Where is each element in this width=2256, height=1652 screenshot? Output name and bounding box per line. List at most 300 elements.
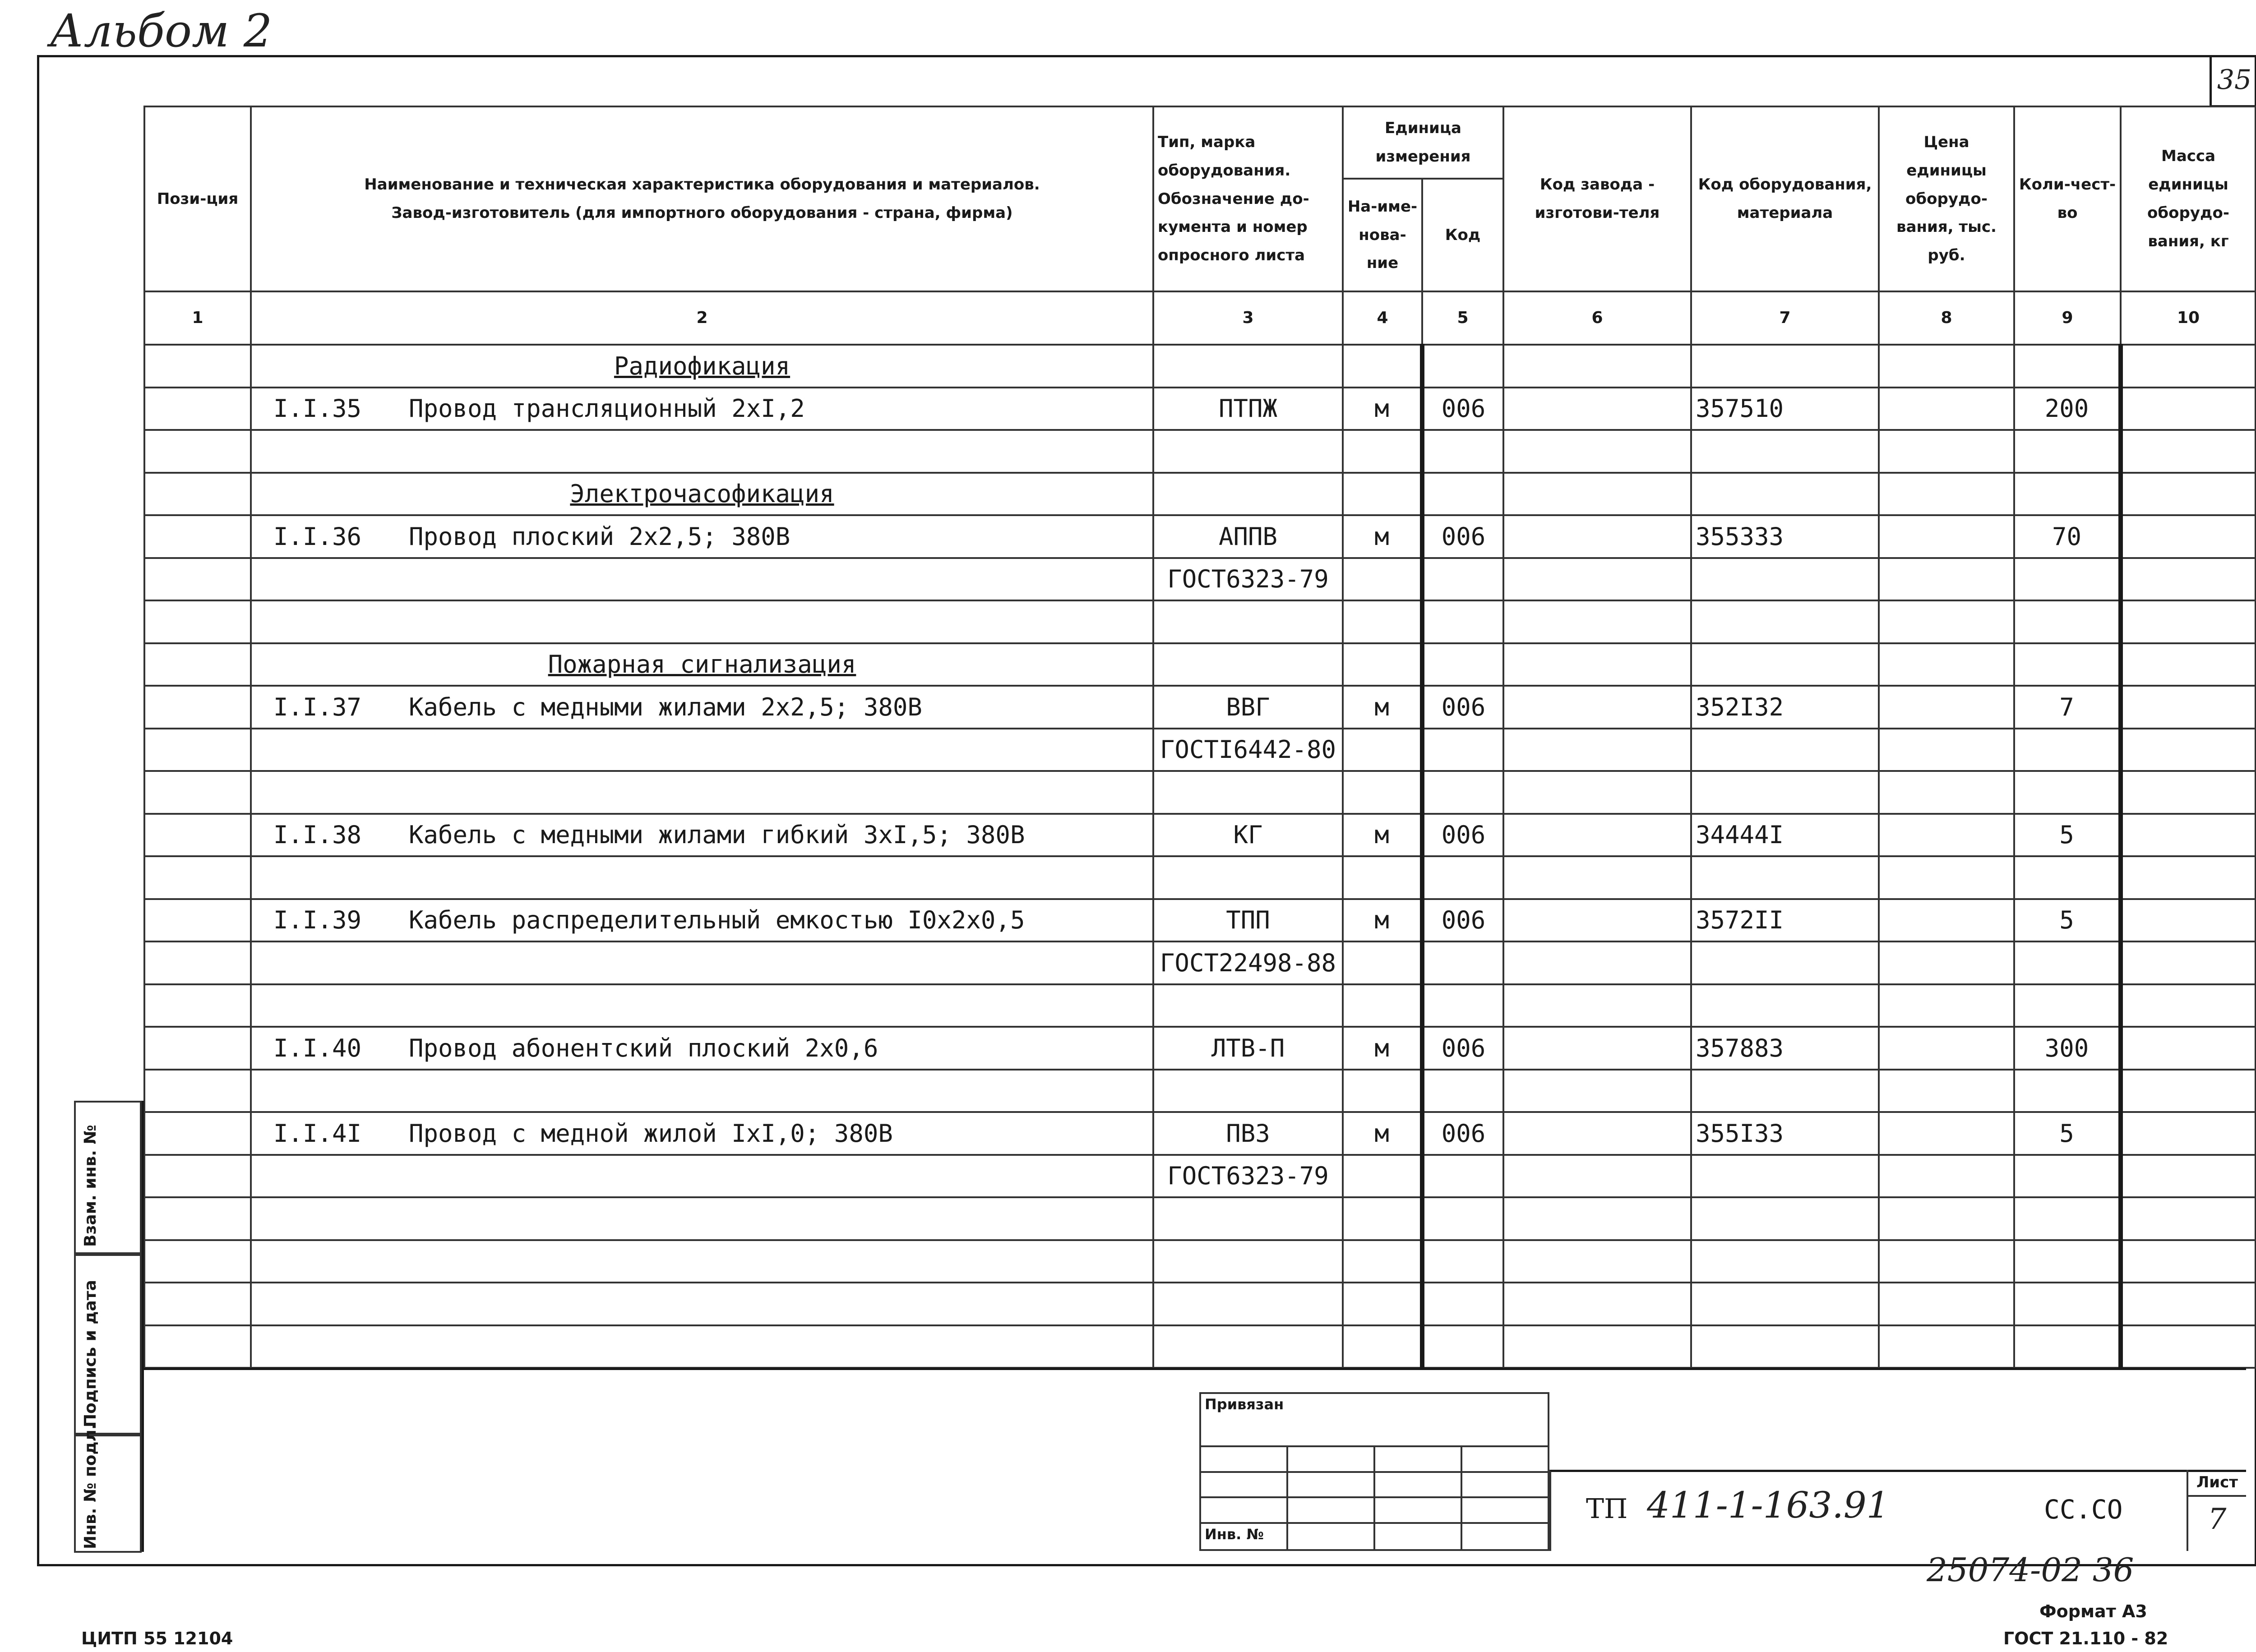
cell-unit xyxy=(1343,600,1422,643)
item-name: Провод плоский 2х2,5; 380В xyxy=(409,522,791,551)
cell-position xyxy=(144,515,251,558)
cell-unit xyxy=(1343,430,1422,473)
item-position: I.I.37 xyxy=(273,692,362,721)
cell-mass xyxy=(2121,1197,2256,1240)
cell-name xyxy=(251,1240,1153,1283)
cell-type xyxy=(1153,1240,1343,1283)
stamp-privyazan: Привязан xyxy=(1200,1393,1549,1446)
cell-position xyxy=(144,1283,251,1325)
table-row xyxy=(144,941,2256,984)
cell-name xyxy=(251,686,1153,729)
cell-plant-code xyxy=(1503,558,1691,601)
cell-position xyxy=(144,430,251,473)
cell-unit xyxy=(1343,984,1422,1027)
header-name xyxy=(251,106,1153,291)
table-row xyxy=(144,771,2256,814)
cell-position xyxy=(144,1325,251,1368)
cell-position xyxy=(144,941,251,984)
cell-plant-code xyxy=(1503,1070,1691,1112)
cell-type: АППВ xyxy=(1153,515,1343,558)
cell-type: ГОСТ6323-79 xyxy=(1153,558,1343,601)
cell-quantity xyxy=(2014,729,2121,771)
cell-unit-code xyxy=(1422,941,1503,984)
cell-unit: м xyxy=(1343,899,1422,942)
bottom-band-line xyxy=(143,1368,2246,1370)
cell-plant-code xyxy=(1503,814,1691,857)
cell-material-code xyxy=(1691,473,1879,516)
colnum: 5 xyxy=(1422,291,1503,345)
cell-type: ЛТВ-П xyxy=(1153,1027,1343,1070)
cell-position xyxy=(144,899,251,942)
cell-name xyxy=(251,600,1153,643)
cell-position xyxy=(144,600,251,643)
cell-type: ТПП xyxy=(1153,899,1343,942)
cell-type: ПВ3 xyxy=(1153,1112,1343,1155)
cell-position xyxy=(144,558,251,601)
colnum: 1 xyxy=(144,291,251,345)
cell-mass xyxy=(2121,1155,2256,1198)
cell-mass xyxy=(2121,729,2256,771)
cell-plant-code xyxy=(1503,345,1691,388)
cell-plant-code xyxy=(1503,388,1691,430)
cell-quantity xyxy=(2014,643,2121,686)
cell-unit-price xyxy=(1879,1155,2014,1198)
cell-material-code xyxy=(1691,984,1879,1027)
header-unit-code: Код xyxy=(1422,179,1503,291)
cell-quantity xyxy=(2014,941,2121,984)
cell-unit-price xyxy=(1879,388,2014,430)
cell-material-code xyxy=(1691,1155,1879,1198)
cell-mass xyxy=(2121,1027,2256,1070)
item-name: Провод трансляционный 2хI,2 xyxy=(409,394,805,423)
cell-material-code: 34444I xyxy=(1691,814,1879,857)
cell-unit-code xyxy=(1422,1283,1503,1325)
cell-unit-price xyxy=(1879,941,2014,984)
cell-mass xyxy=(2121,473,2256,516)
column-numbers-row xyxy=(144,291,2256,345)
cell-type xyxy=(1153,771,1343,814)
cell-unit-price xyxy=(1879,430,2014,473)
album-note: Альбом 2 xyxy=(50,5,273,57)
cell-unit-price xyxy=(1879,814,2014,857)
cell-position xyxy=(144,1112,251,1155)
cell-unit-code: 006 xyxy=(1422,686,1503,729)
cell-unit xyxy=(1343,1325,1422,1368)
cell-position xyxy=(144,1027,251,1070)
cell-name xyxy=(251,856,1153,899)
cell-plant-code xyxy=(1503,600,1691,643)
cell-position xyxy=(144,643,251,686)
cell-name xyxy=(251,1283,1153,1325)
cell-mass xyxy=(2121,388,2256,430)
cell-quantity xyxy=(2014,771,2121,814)
cell-type: КГ xyxy=(1153,814,1343,857)
cell-plant-code xyxy=(1503,984,1691,1027)
cell-unit-code xyxy=(1422,1070,1503,1112)
cell-material-code xyxy=(1691,941,1879,984)
cell-unit-code: 006 xyxy=(1422,899,1503,942)
cell-plant-code xyxy=(1503,1155,1691,1198)
cell-quantity: 70 xyxy=(2014,515,2121,558)
cell-mass xyxy=(2121,1112,2256,1155)
cell-unit-price xyxy=(1879,1070,2014,1112)
cell-type xyxy=(1153,473,1343,516)
cell-unit-code xyxy=(1422,345,1503,388)
cell-unit-code xyxy=(1422,771,1503,814)
cell-quantity xyxy=(2014,1240,2121,1283)
cell-unit-code xyxy=(1422,430,1503,473)
cell-unit-price xyxy=(1879,515,2014,558)
cell-plant-code xyxy=(1503,643,1691,686)
cell-material-code xyxy=(1691,643,1879,686)
cell-position xyxy=(144,686,251,729)
cell-quantity xyxy=(2014,558,2121,601)
table-row xyxy=(144,1070,2256,1112)
cell-position xyxy=(144,771,251,814)
cell-name xyxy=(251,984,1153,1027)
cell-plant-code xyxy=(1503,941,1691,984)
cell-name xyxy=(251,1155,1153,1198)
cell-unit: м xyxy=(1343,515,1422,558)
cell-quantity xyxy=(2014,1325,2121,1368)
cell-unit xyxy=(1343,473,1422,516)
cell-mass xyxy=(2121,1070,2256,1112)
item-position: I.I.36 xyxy=(273,522,362,551)
header-name-line2: Завод-изготовитель (для импортного оборудования - страна, фирма) xyxy=(391,204,1013,222)
cell-position xyxy=(144,1240,251,1283)
cell-material-code: 355I33 xyxy=(1691,1112,1879,1155)
cell-mass xyxy=(2121,771,2256,814)
cell-material-code xyxy=(1691,1197,1879,1240)
cell-unit-price xyxy=(1879,600,2014,643)
cell-type: ГОСТ6323-79 xyxy=(1153,1155,1343,1198)
stamp-inv-no: Инв. № xyxy=(1200,1523,1287,1550)
item-name: Провод с медной жилой IхI,0; 380В xyxy=(409,1119,893,1148)
cell-material-code xyxy=(1691,345,1879,388)
sheet-label: Лист xyxy=(2188,1470,2246,1497)
footer-right: ГОСТ 21.110 - 82 xyxy=(2003,1629,2168,1648)
cell-unit-code xyxy=(1422,1325,1503,1368)
item-row xyxy=(144,686,2256,729)
table-row xyxy=(144,558,2256,601)
cell-material-code xyxy=(1691,1283,1879,1325)
cell-name: Пожарная сигнализация xyxy=(251,643,1153,686)
cell-unit-price xyxy=(1879,345,2014,388)
item-row xyxy=(144,814,2256,857)
cell-unit-code xyxy=(1422,558,1503,601)
cell-unit-code xyxy=(1422,729,1503,771)
cell-type: ВВГ xyxy=(1153,686,1343,729)
cell-unit-price xyxy=(1879,1027,2014,1070)
cell-plant-code xyxy=(1503,1027,1691,1070)
cell-plant-code xyxy=(1503,729,1691,771)
item-row xyxy=(144,388,2256,430)
header-unit-name: На-име-нова-ние xyxy=(1343,179,1422,291)
cell-mass xyxy=(2121,643,2256,686)
cell-material-code: 355333 xyxy=(1691,515,1879,558)
cell-quantity xyxy=(2014,430,2121,473)
cell-mass xyxy=(2121,1325,2256,1368)
cell-unit-code: 006 xyxy=(1422,1027,1503,1070)
cell-unit-price xyxy=(1879,1197,2014,1240)
cell-plant-code xyxy=(1503,473,1691,516)
cell-unit xyxy=(1343,643,1422,686)
header-type: Тип, марка оборудования. Обозначение до-кумента и номер опросного листа xyxy=(1153,106,1343,291)
side-label-vzam: Взам. инв. № xyxy=(81,1125,100,1247)
item-position: I.I.39 xyxy=(273,906,362,935)
cell-name xyxy=(251,1197,1153,1240)
sheet-cell xyxy=(2187,1470,2246,1551)
cell-material-code xyxy=(1691,1070,1879,1112)
archive-number: 25074-02 36 xyxy=(1927,1551,2134,1589)
table-row xyxy=(144,856,2256,899)
cell-plant-code xyxy=(1503,1325,1691,1368)
cell-type xyxy=(1153,856,1343,899)
item-row xyxy=(144,899,2256,942)
side-block-inv-podl xyxy=(74,1423,142,1553)
cell-plant-code xyxy=(1503,1197,1691,1240)
cell-mass xyxy=(2121,1240,2256,1283)
cell-type xyxy=(1153,643,1343,686)
cell-mass xyxy=(2121,600,2256,643)
cell-material-code xyxy=(1691,856,1879,899)
cell-mass xyxy=(2121,899,2256,942)
title-prefix: ТП xyxy=(1586,1493,1628,1525)
cell-position xyxy=(144,473,251,516)
cell-mass xyxy=(2121,856,2256,899)
table-row xyxy=(144,1155,2256,1198)
cell-unit-code xyxy=(1422,473,1503,516)
cell-unit-price xyxy=(1879,1325,2014,1368)
cell-unit xyxy=(1343,856,1422,899)
bottom-left-divider xyxy=(142,1101,144,1552)
header-unit-price: Цена единицы оборудо-вания, тыс. руб. xyxy=(1879,106,2014,291)
project-code: 411-1-163.91 xyxy=(1647,1484,1890,1526)
cell-mass xyxy=(2121,984,2256,1027)
cell-unit: м xyxy=(1343,686,1422,729)
cell-position xyxy=(144,814,251,857)
cell-plant-code xyxy=(1503,1283,1691,1325)
specification-table xyxy=(143,106,2256,1369)
item-row xyxy=(144,1027,2256,1070)
cell-quantity xyxy=(2014,1283,2121,1325)
cell-unit-price xyxy=(1879,1240,2014,1283)
sheet-page-number: 35 xyxy=(2210,55,2256,107)
item-row xyxy=(144,1112,2256,1155)
cell-name xyxy=(251,729,1153,771)
cell-name xyxy=(251,430,1153,473)
header-mass: Масса единицы оборудо-вания, кг xyxy=(2121,106,2256,291)
table-row xyxy=(144,729,2256,771)
header-plant-code: Код завода - изготови-теля xyxy=(1503,106,1691,291)
cell-unit-code xyxy=(1422,643,1503,686)
sheet-number: 7 xyxy=(2208,1503,2227,1536)
cell-unit-code: 006 xyxy=(1422,1112,1503,1155)
cell-type xyxy=(1153,345,1343,388)
cell-quantity xyxy=(2014,856,2121,899)
cell-name: Электрочасофикация xyxy=(251,473,1153,516)
item-row xyxy=(144,515,2256,558)
cell-quantity xyxy=(2014,473,2121,516)
cell-unit: м xyxy=(1343,388,1422,430)
colnum: 4 xyxy=(1343,291,1422,345)
cell-unit: м xyxy=(1343,814,1422,857)
cell-material-code xyxy=(1691,1325,1879,1368)
cell-quantity xyxy=(2014,984,2121,1027)
header-quantity: Коли-чест-во xyxy=(2014,106,2121,291)
cell-position xyxy=(144,856,251,899)
cell-name xyxy=(251,899,1153,942)
header-material-code: Код оборудования, материала xyxy=(1691,106,1879,291)
cell-mass xyxy=(2121,558,2256,601)
cell-quantity: 5 xyxy=(2014,1112,2121,1155)
cell-unit-code xyxy=(1422,856,1503,899)
side-label-inv-podl: Инв. № подл. xyxy=(81,1423,100,1549)
cell-unit-price xyxy=(1879,729,2014,771)
cell-plant-code xyxy=(1503,1112,1691,1155)
cell-unit-price xyxy=(1879,856,2014,899)
cell-unit-price xyxy=(1879,899,2014,942)
cell-unit-price xyxy=(1879,473,2014,516)
cell-unit xyxy=(1343,345,1422,388)
cell-type: ГОСТI6442-80 xyxy=(1153,729,1343,771)
header-unit: Единица измерения xyxy=(1343,106,1503,179)
cell-plant-code xyxy=(1503,686,1691,729)
cell-position xyxy=(144,388,251,430)
cell-material-code xyxy=(1691,1240,1879,1283)
cell-type xyxy=(1153,984,1343,1027)
cell-material-code xyxy=(1691,558,1879,601)
cell-plant-code xyxy=(1503,515,1691,558)
footer-left: ЦИТП 55 12104 xyxy=(81,1629,233,1648)
cell-unit-code: 006 xyxy=(1422,388,1503,430)
item-position: I.I.35 xyxy=(273,394,362,423)
cell-material-code: 357510 xyxy=(1691,388,1879,430)
cell-type xyxy=(1153,1197,1343,1240)
cell-mass xyxy=(2121,515,2256,558)
colnum: 9 xyxy=(2014,291,2121,345)
colnum: 7 xyxy=(1691,291,1879,345)
side-label-podpis: Подпись и дата xyxy=(81,1280,100,1427)
side-block-vzam xyxy=(74,1101,142,1254)
cell-quantity xyxy=(2014,345,2121,388)
cell-type xyxy=(1153,1070,1343,1112)
item-position: I.I.40 xyxy=(273,1034,362,1062)
cell-type: ПТПЖ xyxy=(1153,388,1343,430)
table-row xyxy=(144,600,2256,643)
cell-unit-code xyxy=(1422,1197,1503,1240)
cell-mass xyxy=(2121,345,2256,388)
cell-unit xyxy=(1343,941,1422,984)
cell-name xyxy=(251,1112,1153,1155)
cell-unit xyxy=(1343,729,1422,771)
item-name: Кабель распределительный емкостью I0х2х0,5 xyxy=(409,906,1025,935)
section-row xyxy=(144,345,2256,388)
cell-name xyxy=(251,1027,1153,1070)
colnum: 8 xyxy=(1879,291,2014,345)
table-row xyxy=(144,430,2256,473)
cell-material-code xyxy=(1691,771,1879,814)
cell-plant-code xyxy=(1503,899,1691,942)
cell-unit-code: 006 xyxy=(1422,515,1503,558)
table-row xyxy=(144,1197,2256,1240)
cell-name xyxy=(251,515,1153,558)
cell-unit-price xyxy=(1879,984,2014,1027)
cell-name xyxy=(251,941,1153,984)
binding-stamp xyxy=(1199,1392,1549,1551)
cell-position xyxy=(144,729,251,771)
cell-plant-code xyxy=(1503,771,1691,814)
cell-unit-code xyxy=(1422,600,1503,643)
cell-unit-code: 006 xyxy=(1422,814,1503,857)
cell-material-code: 357883 xyxy=(1691,1027,1879,1070)
section-row xyxy=(144,643,2256,686)
cell-type xyxy=(1153,1325,1343,1368)
cell-material-code xyxy=(1691,729,1879,771)
colnum: 3 xyxy=(1153,291,1343,345)
table-row xyxy=(144,1283,2256,1325)
cell-type: ГОСТ22498-88 xyxy=(1153,941,1343,984)
cell-unit-price xyxy=(1879,771,2014,814)
colnum: 2 xyxy=(251,291,1153,345)
doc-code: СС.СО xyxy=(2044,1494,2123,1525)
cell-name xyxy=(251,814,1153,857)
cell-unit-price xyxy=(1879,686,2014,729)
cell-unit-code xyxy=(1422,984,1503,1027)
item-name: Провод абонентский плоский 2х0,6 xyxy=(409,1034,878,1062)
cell-unit xyxy=(1343,1283,1422,1325)
cell-name xyxy=(251,1070,1153,1112)
cell-name xyxy=(251,771,1153,814)
cell-unit-price xyxy=(1879,558,2014,601)
cell-material-code: 352I32 xyxy=(1691,686,1879,729)
colnum: 10 xyxy=(2121,291,2256,345)
cell-plant-code xyxy=(1503,1240,1691,1283)
item-position: I.I.4I xyxy=(273,1119,362,1148)
cell-unit xyxy=(1343,558,1422,601)
cell-name: Радиофикация xyxy=(251,345,1153,388)
colnum: 6 xyxy=(1503,291,1691,345)
cell-quantity: 5 xyxy=(2014,899,2121,942)
cell-quantity xyxy=(2014,1070,2121,1112)
cell-mass xyxy=(2121,430,2256,473)
item-name: Кабель с медными жилами 2х2,5; 380В xyxy=(409,692,922,721)
table-row xyxy=(144,1240,2256,1283)
cell-unit xyxy=(1343,1240,1422,1283)
cell-unit xyxy=(1343,771,1422,814)
table-row xyxy=(144,1325,2256,1368)
cell-position xyxy=(144,1197,251,1240)
cell-unit xyxy=(1343,1155,1422,1198)
cell-name xyxy=(251,388,1153,430)
section-row xyxy=(144,473,2256,516)
cell-unit-price xyxy=(1879,1112,2014,1155)
cell-mass xyxy=(2121,1283,2256,1325)
cell-unit xyxy=(1343,1197,1422,1240)
cell-position xyxy=(144,984,251,1027)
cell-position xyxy=(144,1070,251,1112)
cell-type xyxy=(1153,430,1343,473)
cell-mass xyxy=(2121,941,2256,984)
cell-quantity: 5 xyxy=(2014,814,2121,857)
header-name-line1: Наименование и техническая характеристика оборудования и материалов. xyxy=(364,175,1040,194)
cell-quantity xyxy=(2014,600,2121,643)
cell-plant-code xyxy=(1503,430,1691,473)
cell-quantity xyxy=(2014,1197,2121,1240)
cell-unit: м xyxy=(1343,1027,1422,1070)
cell-unit xyxy=(1343,1070,1422,1112)
cell-quantity: 7 xyxy=(2014,686,2121,729)
